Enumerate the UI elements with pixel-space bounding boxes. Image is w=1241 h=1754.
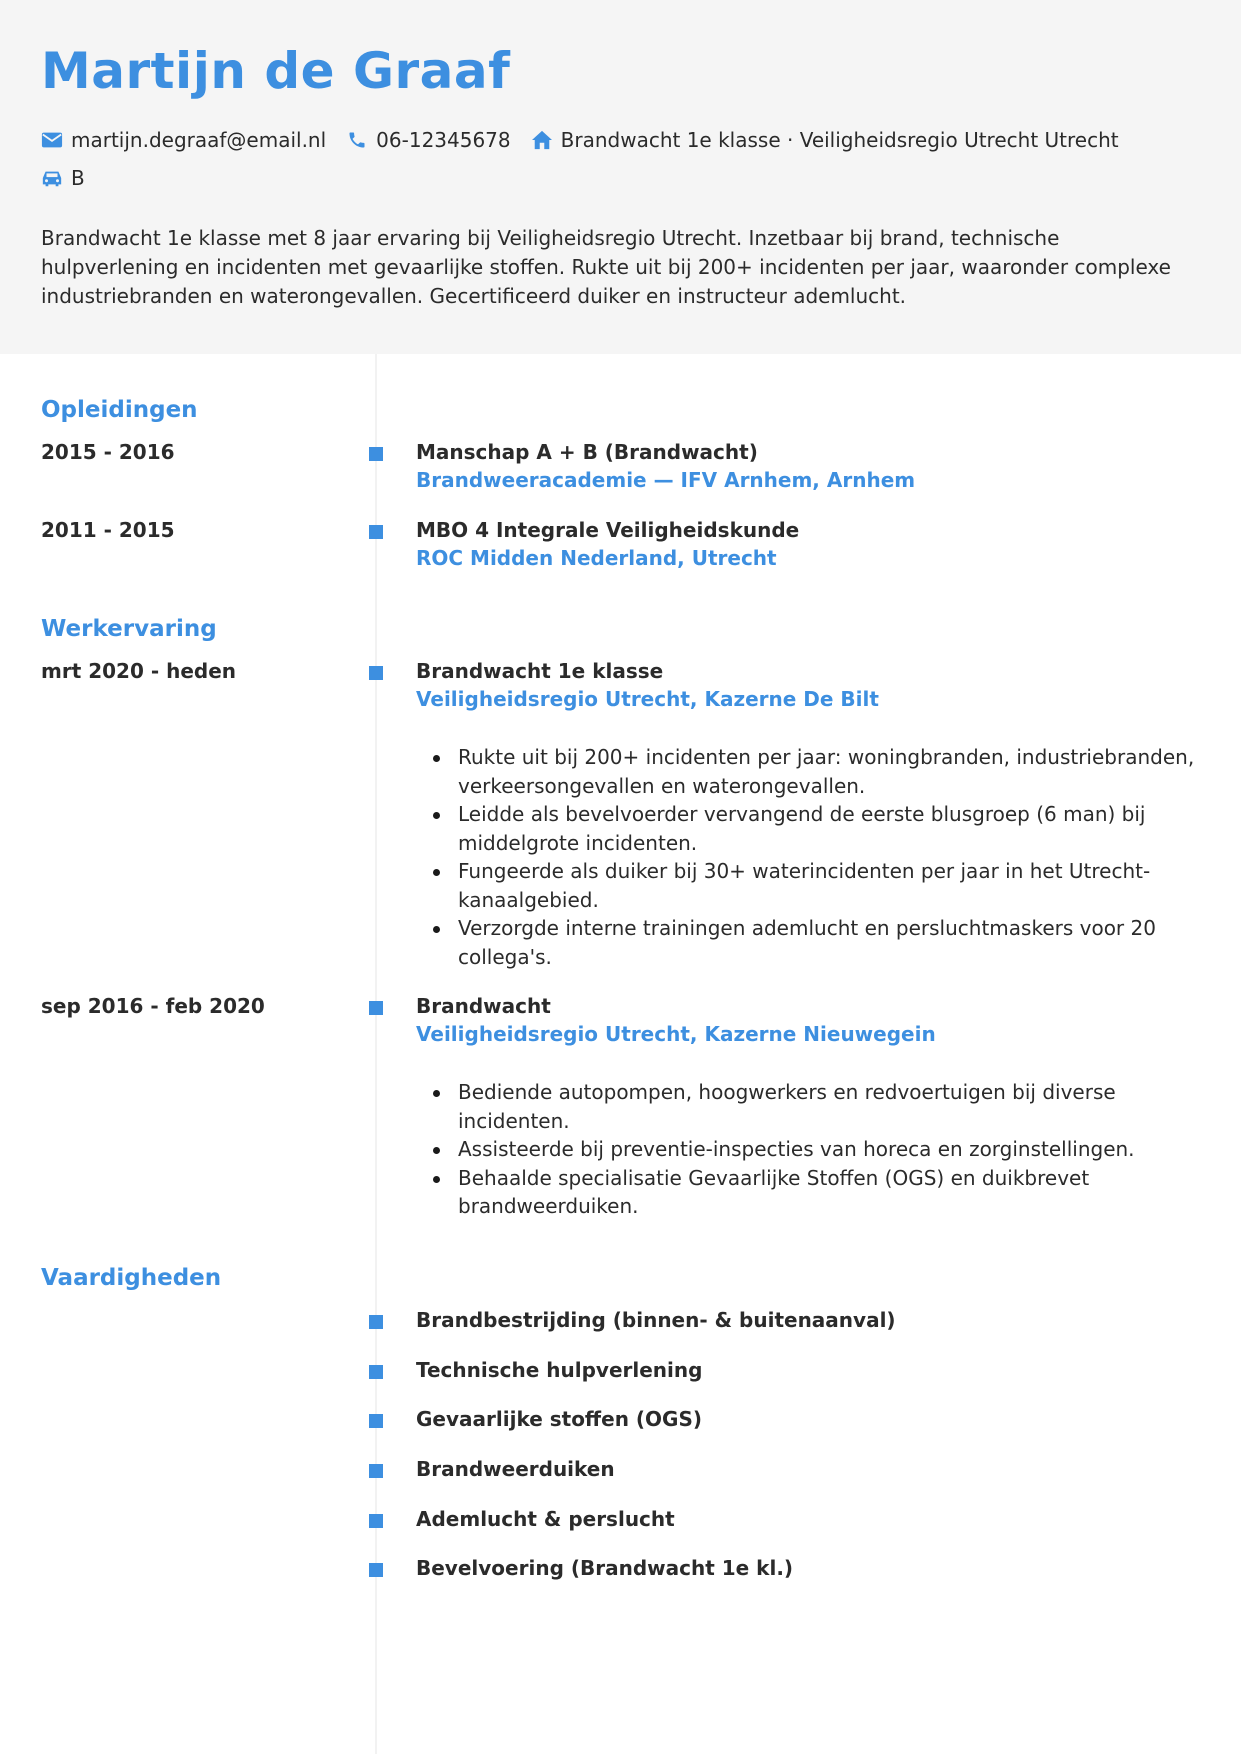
list-item: Rukte uit bij 200+ incidenten per jaar: woningbranden, industriebranden, verkeersongevallen en waterongevallen. <box>416 743 1196 800</box>
job-employer: Veiligheidsregio Utrecht, Kazerne De Bilt <box>416 687 879 711</box>
job-dates: sep 2016 - feb 2020 <box>41 994 265 1018</box>
section-title-skills: Vaardigheden <box>41 1265 222 1291</box>
job-title: Brandwacht 1e klasse <box>416 659 664 683</box>
timeline-marker <box>369 1414 383 1428</box>
timeline-marker <box>369 1315 383 1329</box>
skill-item: Brandweerduiken <box>416 1457 615 1481</box>
list-item: Assisteerde bij preventie-inspecties van horeca en zorginstellingen. <box>416 1135 1196 1164</box>
job-dates: mrt 2020 - heden <box>41 659 237 683</box>
header <box>0 0 1241 354</box>
skill-item: Gevaarlijke stoffen (OGS) <box>416 1407 703 1431</box>
license-text: B <box>71 166 85 190</box>
job-employer: Veiligheidsregio Utrecht, Kazerne Nieuwegein <box>416 1022 936 1046</box>
address-text: Brandwacht 1e klasse · Veiligheidsregio Utrecht Utrecht <box>560 128 1119 152</box>
profile-summary: Brandwacht 1e klasse met 8 jaar ervaring bij Veiligheidsregio Utrecht. Inzetbaar bij brand, technische hulpverlening en incidenten met gevaarlijke stoffen. Rukte uit bij 200+ incidenten per jaar, waaronder complexe industriebranden en waterongevallen. Gecertificeerd duiker en instructeur ademlucht. <box>41 226 1171 308</box>
timeline-marker <box>369 1464 383 1478</box>
skill-item: Technische hulpverlening <box>416 1358 703 1382</box>
education-dates: 2015 - 2016 <box>41 440 175 464</box>
timeline-marker <box>369 525 383 539</box>
skill-item: Brandbestrijding (binnen- & buitenaanval) <box>416 1308 896 1332</box>
timeline-marker <box>369 1563 383 1577</box>
education-institution: ROC Midden Nederland, Utrecht <box>416 546 777 570</box>
timeline-marker <box>369 1001 383 1015</box>
home-icon <box>531 130 553 150</box>
timeline-marker <box>369 1514 383 1528</box>
timeline-marker <box>369 447 383 461</box>
education-title: MBO 4 Integrale Veiligheidskunde <box>416 518 800 542</box>
list-item: Verzorgde interne trainingen ademlucht en persluchtmaskers voor 20 collega's. <box>416 914 1196 971</box>
envelope-icon <box>41 130 63 150</box>
email-text: martijn.degraaf@email.nl <box>71 128 327 152</box>
contact-phone[interactable] <box>346 128 510 152</box>
car-icon <box>41 168 63 188</box>
contact-email[interactable] <box>41 128 326 152</box>
section-title-education: Opleidingen <box>41 397 198 423</box>
section-title-experience: Werkervaring <box>41 616 217 642</box>
education-dates: 2011 - 2015 <box>41 518 175 542</box>
job-bullets <box>416 1078 1196 1221</box>
list-item: Bediende autopompen, hoogwerkers en redvoertuigen bij diverse incidenten. <box>416 1078 1196 1135</box>
education-institution: Brandweeracademie — IFV Arnhem, Arnhem <box>416 468 916 492</box>
timeline-divider <box>375 354 377 1754</box>
list-item: Fungeerde als duiker bij 30+ waterincidenten per jaar in het Utrecht-kanaalgebied. <box>416 857 1196 914</box>
phone-icon <box>346 130 368 150</box>
list-item: Leidde als bevelvoerder vervangend de eerste blusgroep (6 man) bij middelgrote incidenten. <box>416 800 1196 857</box>
contact-license <box>41 166 85 190</box>
timeline-marker <box>369 666 383 680</box>
license-row <box>41 166 105 190</box>
education-title: Manschap A + B (Brandwacht) <box>416 440 758 464</box>
phone-text: 06-12345678 <box>376 128 511 152</box>
job-title: Brandwacht <box>416 994 551 1018</box>
job-bullets <box>416 743 1196 971</box>
contact-row <box>41 128 1139 152</box>
timeline-marker <box>369 1365 383 1379</box>
list-item: Behaalde specialisatie Gevaarlijke Stoffen (OGS) en duikbrevet brandweerduiken. <box>416 1164 1196 1221</box>
candidate-name: Martijn de Graaf <box>41 42 511 100</box>
contact-address <box>531 128 1119 152</box>
skill-item: Bevelvoering (Brandwacht 1e kl.) <box>416 1556 794 1580</box>
skill-item: Ademlucht & perslucht <box>416 1507 675 1531</box>
